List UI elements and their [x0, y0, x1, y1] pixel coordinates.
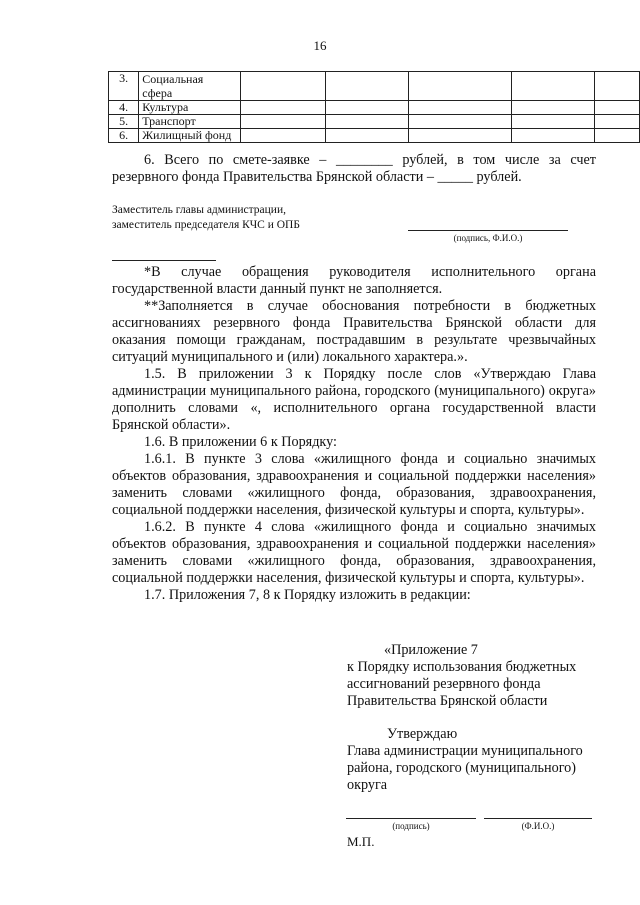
- table-cell: [409, 115, 511, 129]
- body-text: [112, 264, 596, 604]
- footnote-separator: [112, 260, 216, 261]
- row-number: 4.: [109, 101, 139, 115]
- approver-line: округа: [347, 777, 388, 793]
- appendix-line: Правительства Брянской области: [347, 693, 548, 709]
- table-cell: [511, 115, 594, 129]
- signature-line: [408, 230, 568, 231]
- table-cell: [594, 72, 639, 101]
- appendix-header: [347, 642, 607, 710]
- table-cell: [325, 115, 408, 129]
- table-cell: [325, 101, 408, 115]
- table-cell: [325, 72, 408, 101]
- table-cell: [240, 129, 325, 143]
- total-line-2: резервного фонда Правительства Брянской области – _____ рублей.: [112, 169, 522, 185]
- appendix-title: «Приложение 7: [384, 642, 478, 658]
- page-number: 16: [313, 38, 327, 53]
- table-cell: [409, 101, 511, 115]
- table-cell: [511, 72, 594, 101]
- row-name: [139, 72, 240, 101]
- row-number: 5.: [109, 115, 139, 129]
- table-row: [109, 129, 640, 143]
- approval-name-line: [484, 818, 592, 819]
- paragraph-1-6-1: 1.6.1. В пункте 3 слова «жилищного фонда и социально значимых объектов образования, здравоохранения и социальной поддержки населения» заменить словами «жилищного фонда, образования, здравоохранения, социальной поддержки населения, физической культуры и спорта, культуры».: [112, 451, 596, 518]
- table-cell: [594, 129, 639, 143]
- approver-line: Глава администрации муниципального: [347, 743, 583, 759]
- table-cell: [409, 72, 511, 101]
- paragraph-1-7: 1.7. Приложения 7, 8 к Порядку изложить в редакции:: [144, 587, 471, 603]
- table-row: [109, 72, 640, 101]
- table-row: [109, 101, 640, 115]
- row-number: 6.: [109, 129, 139, 143]
- paragraph-1-6-2: 1.6.2. В пункте 4 слова «жилищного фонда и социально значимых объектов образования, здравоохранения и социальной поддержки населения» заменить словами «жилищного фонда, образования, здравоохранения, социальной поддержки населения, физической культуры и спорта, культуры».: [112, 519, 596, 586]
- total-block: [112, 152, 596, 186]
- stamp-place: М.П.: [347, 834, 375, 849]
- row-name-line: Социальная: [142, 72, 204, 86]
- paragraph-1-5: 1.5. В приложении 3 к Порядку после слов «Утверждаю Глава администрации муниципального района, городского (муниципального) округа» дополнить словами «, исполнительного органа государственной власти Брянской области».: [112, 366, 596, 433]
- approval-signature-line: [346, 818, 476, 819]
- footnote-2: **Заполняется в случае обоснования потребности в бюджетных ассигнованиях резервного фонда Правительства Брянской области для оказания помощи гражданам, пострадавшим в результате чрезвычайных ситуаций муниципального и (или) локального характера.».: [112, 298, 596, 365]
- row-name: Транспорт: [139, 115, 240, 129]
- paragraph-1-6: 1.6. В приложении 6 к Порядку:: [144, 434, 337, 450]
- row-name-line: сфера: [142, 86, 173, 100]
- table-cell: [594, 115, 639, 129]
- row-name: Культура: [139, 101, 240, 115]
- table-row: [109, 115, 640, 129]
- table-cell: [594, 101, 639, 115]
- approval-name-caption: (Ф.И.О.): [521, 821, 555, 831]
- table-cell: [511, 129, 594, 143]
- table-cell: [240, 72, 325, 101]
- footnote-1: *В случае обращения руководителя исполнительного органа государственной власти данный пункт не заполняется.: [112, 264, 596, 297]
- signature-caption: (подпись, Ф.И.О.): [453, 233, 523, 243]
- table-cell: [240, 101, 325, 115]
- approver-line: района, городского (муниципального): [347, 760, 576, 776]
- table-cell: [511, 101, 594, 115]
- appendix-line: к Порядку использования бюджетных: [347, 659, 577, 675]
- approval-signature-caption: (подпись): [392, 821, 430, 831]
- signature-position: [112, 203, 412, 233]
- appendix-line: ассигнований резервного фонда: [347, 676, 541, 692]
- table-cell: [240, 115, 325, 129]
- signature-position-line: заместитель председателя КЧС и ОПБ: [112, 219, 300, 231]
- table-cell: [409, 129, 511, 143]
- signature-position-line: Заместитель главы администрации,: [112, 204, 286, 216]
- approval-block: [347, 726, 607, 794]
- total-line-1: 6. Всего по смете-заявке – ________ рублей, в том числе за счет: [144, 152, 596, 168]
- approve-heading: Утверждаю: [387, 726, 458, 742]
- row-name: Жилищный фонд: [139, 129, 240, 143]
- estimate-table: [108, 71, 640, 143]
- table-cell: [325, 129, 408, 143]
- row-number: 3.: [109, 72, 139, 101]
